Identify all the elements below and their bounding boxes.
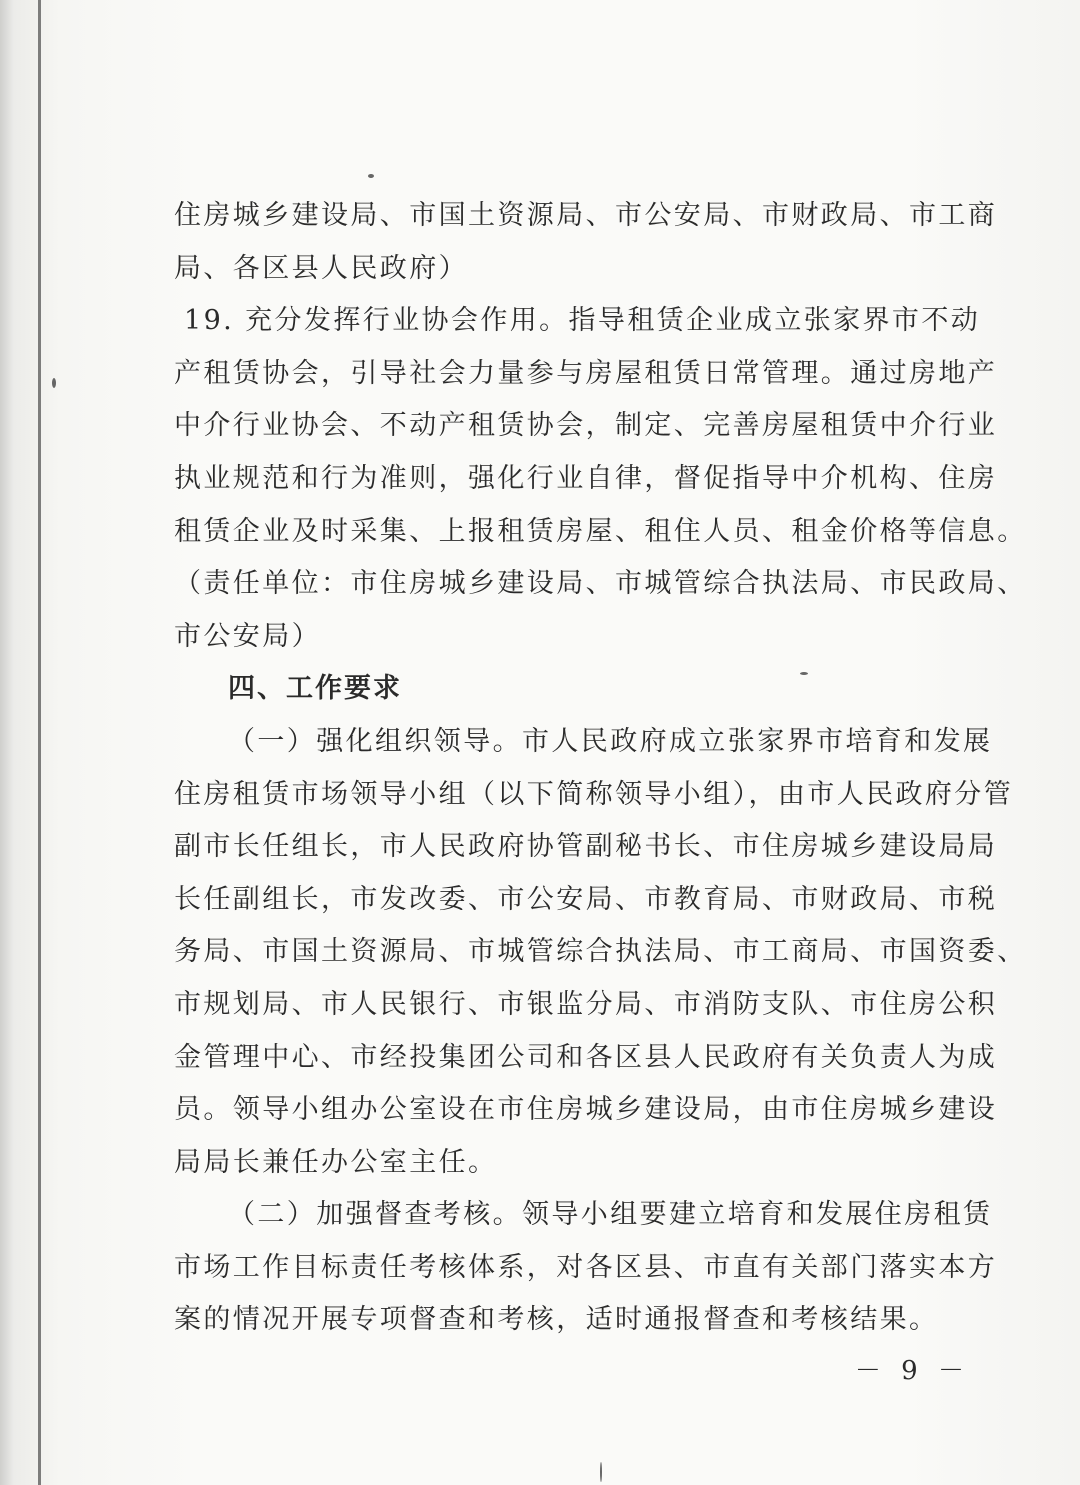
body-line: 市公安局） <box>174 620 321 652</box>
body-line: （责任单位：市住房城乡建设局、市城管综合执法局、市民政局、 <box>174 568 1027 600</box>
subsection-2-line: （二）加强督查考核。领导小组要建立培育和发展住房租赁 <box>228 1199 993 1231</box>
body-line: 局局长兼任办公室主任。 <box>174 1146 498 1178</box>
body-line: 中介行业协会、不动产租赁协会，制定、完善房屋租赁中介行业 <box>174 410 998 442</box>
document-body <box>174 190 1027 1347</box>
body-line: 副市长任组长，市人民政府协管副秘书长、市住房城乡建设局局 <box>174 831 998 863</box>
body-line: 住房租赁市场领导小组（以下简称领导小组），由市人民政府分管 <box>174 778 1014 810</box>
body-line: 住房城乡建设局、市国土资源局、市公安局、市财政局、市工商 <box>174 200 998 231</box>
clause-19-line: 19. 充分发挥行业协会作用。指导租赁企业成立张家界市不动 <box>184 305 981 337</box>
scan-speck <box>52 378 56 388</box>
body-line: 长任副组长，市发改委、市公安局、市教育局、市财政局、市税 <box>174 883 998 915</box>
subsection-1-line: （一）强化组织领导。市人民政府成立张家界市培育和发展 <box>228 725 993 757</box>
body-line: 租赁企业及时采集、上报租赁房屋、租住人员、租金价格等信息。 <box>174 515 1027 547</box>
body-line: 局、各区县人民政府） <box>174 252 468 284</box>
binding-edge-line <box>38 0 41 1485</box>
scan-shadow-edge <box>0 0 14 1485</box>
page-number: － 9 － <box>854 1356 970 1386</box>
body-line: 员。领导小组办公室设在市住房城乡建设局，由市住房城乡建设 <box>174 1094 998 1126</box>
body-line: 案的情况开展专项督查和考核，适时通报督查和考核结果。 <box>174 1304 939 1336</box>
body-line: 执业规范和行为准则，强化行业自律，督促指导中介机构、住房 <box>174 462 998 494</box>
body-line: 市规划局、市人民银行、市银监分局、市消防支队、市住房公积 <box>174 988 998 1020</box>
scan-speck <box>368 174 374 178</box>
body-line: 市场工作目标责任考核体系，对各区县、市直有关部门落实本方 <box>174 1251 998 1283</box>
scan-speck <box>600 1462 602 1482</box>
section-heading: 四、工作要求 <box>228 673 402 705</box>
body-line: 务局、市国土资源局、市城管综合执法局、市工商局、市国资委、 <box>174 936 1027 968</box>
body-line: 金管理中心、市经投集团公司和各区县人民政府有关负责人为成 <box>174 1041 998 1073</box>
body-line: 产租赁协会，引导社会力量参与房屋租赁日常管理。通过房地产 <box>174 357 998 389</box>
